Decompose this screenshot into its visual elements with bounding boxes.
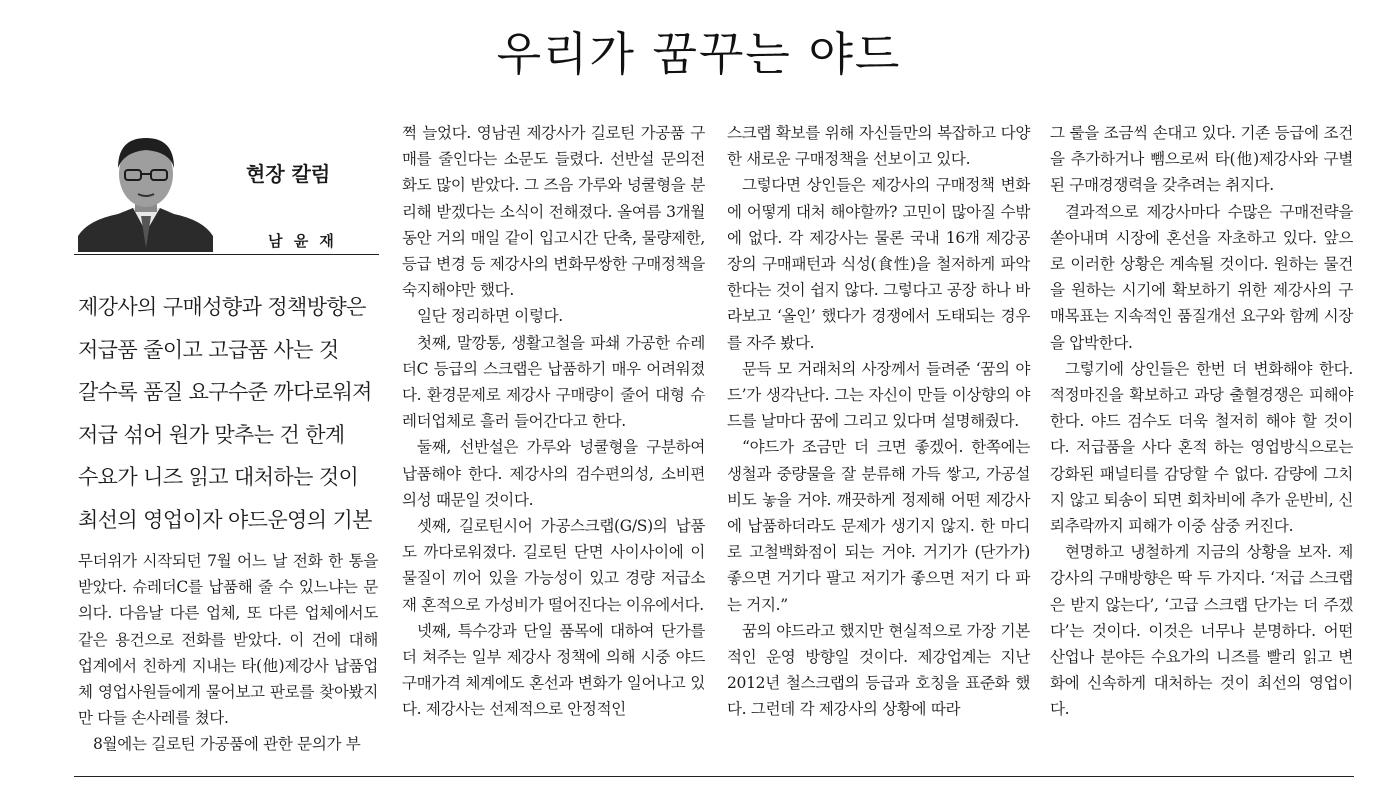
paragraph: 그렇기에 상인들은 한번 더 변화해야 한다. 적정마진을 확보하고 과당 출혈경쟁은 피해야 한다. 야드 검수도 더욱 철저히 해야 할 것이다. 저급품을 사다 혼적 하는 영업방식으로는 강화된 패널티를 감당할 수 없다. 감량에 그치지 않고 퇴송이 되면 회차비에 추가 운반비, 신뢰추락까지 피해가 이중 삼중 커진다. [1050,359,1353,536]
summary-line: 갈수록 품질 요구수준 까다로워져 [78,380,372,404]
divider [74,254,379,255]
paragraph: 쩍 늘었다. 영남권 제강사가 길로틴 가공품 구매를 줄인다는 소문도 들렸다. 선반설 문의전화도 많이 받았다. 그 즈음 가루와 넝쿨형을 분리해 받겠다는 소식이 전해졌다. 올여름 3개월 동안 거의 매일 같이 입고시간 단축, 물량제한, 등급 변경 등 제강사의 변화무쌍한 구매정책을 숙지해야만 했다. [402,124,705,300]
summary-line: 제강사의 구매성향과 정책방향은 [78,295,366,319]
paragraph: 8월에는 길로틴 가공품에 관한 문의가 부 [93,735,361,754]
paragraph: “야드가 조금만 더 크면 좋겠어. 한쪽에는 생철과 중량물을 잘 분류해 가득 쌓고, 가공설비도 놓을 거야. 깨끗하게 정제해 어떤 제강사에 납품하더라도 문제가 생기지 않지. 한 마디로 고철백화점이 되는 거야. 거기가 (단가가)좋으면 거기다 팔고 저기가 좋으면 저기 다 파는 거지.” [727,438,1030,614]
paragraph: 그 룰을 조금씩 손대고 있다. 기존 등급에 조건을 추가하거나 뺌으로써 타(他)제강사와 구별된 구매경쟁력을 갖추려는 취지다. [1050,124,1353,195]
paragraph: 현명하고 냉철하게 지금의 상황을 보자. 제강사의 구매방향은 딱 두 가지다. ‘저급 스크랩은 받지 않는다’, ‘고급 스크랩 단가는 더 주겠다’는 것이다. 이것은 너무나 분명하다. 어떤 산업나 분야든 수요가의 니즈를 빨리 읽고 변화에 신속하게 대처하는 것이 최선의 영업이다. [1050,543,1353,719]
column-label: 현장 칼럼 [246,162,331,186]
paragraph: 넷째, 특수강과 단일 품목에 대하여 단가를 더 쳐주는 일부 제강사 정책에 의해 시중 야드 구매가격 체계에도 혼선과 변화가 일어나고 있다. 제강사는 선제적으로 안정적인 [402,621,705,719]
paragraph: 스크랩 확보를 위해 자신들만의 복잡하고 다양한 새로운 구매정책을 선보이고 있다. [727,124,1030,169]
paragraph: 무더위가 시작되던 7월 어느 날 전화 한 통을 받았다. 슈레더C를 납품해 줄 수 있느냐는 문의다. 다음날 다른 업체, 또 다른 업체에서도 같은 용건으로 전화를 받았다. 이 건에 대해 업계에서 친하게 지내는 타(他)제강사 납품업체 영업사원들에게 물어보고 판로를 찾아봤지만 다들 손사레를 쳤다. [78,552,378,728]
paragraph: 그렇다면 상인들은 제강사의 구매정책 변화에 어떻게 대처 해야할까? 고민이 많아질 수밖에 없다. 각 제강사는 물론 국내 16개 제강공장의 구매패턴과 식성(食性)을 철저하게 파악한다는 것이 쉽지 않다. 그렇다고 공장 하나 바라보고 ‘올인’ 했다가 경쟁에서 도태되는 경우를 자주 봤다. [727,176,1030,352]
paragraph: 첫째, 말깡통, 생활고철을 파쇄 가공한 슈레더C 등급의 스크랩은 납품하기 매우 어려워졌다. 환경문제로 제강사 구매량이 줄어 대형 슈레더업체로 흘러 들어간다고 한다. [402,333,705,431]
paragraph: 셋째, 길로틴시어 가공스크랩(G/S)의 납품도 까다로워졌다. 길로틴 단면 사이사이에 이물질이 끼어 있을 가능성이 있고 경량 저급소재 혼적으로 가성비가 떨어진다는 이유에서다. [402,517,705,614]
paragraph: 문득 모 거래처의 사장께서 들려준 ‘꿈의 야드’가 생각난다. 그는 자신이 만들 이상향의 야드를 날마다 꿈에 그리고 있다며 설명해줬다. [727,359,1030,431]
paragraph: 일단 정리하면 이렇다. [417,307,563,326]
paragraph: 둘째, 선반설은 가루와 넝쿨형을 구분하여 납품해야 한다. 제강사의 검수편의성, 소비편의성 때문일 것이다. [402,438,705,509]
summary-line: 저급 섞어 원가 맞추는 건 한계 [78,422,345,447]
summary-box [78,286,383,541]
summary-line: 최선의 영업이자 야드운영의 기본 [78,507,372,532]
article-title: 우리가 꿈꾸는 야드 [496,27,902,81]
author-photo [78,128,213,252]
text-column-4 [1050,120,1353,723]
author-name: 남 윤 재 [268,232,337,250]
bottom-divider [74,776,1354,777]
summary-line: 저급품 줄이고 고급품 사는 것 [78,337,339,362]
text-column-1 [78,548,378,758]
summary-line: 수요가 니즈 읽고 대처하는 것이 [78,465,359,489]
text-column-2 [402,120,705,723]
text-column-3 [727,120,1030,723]
paragraph: 결과적으로 제강사마다 수많은 구매전략을 쏟아내며 시장에 혼선을 자초하고 있다. 앞으로 이러한 상황은 계속될 것이다. 원하는 물건을 원하는 시기에 확보하기 위한 제강사의 구매목표는 지속적인 품질개선 요구와 함께 시장을 압박한다. [1050,202,1353,352]
paragraph: 꿈의 야드라고 했지만 현실적으로 가장 기본적인 운영 방향일 것이다. 제강업계는 지난 2012년 철스크랩의 등급과 호칭을 표준화 했다. 그런데 각 제강사의 상황에 따라 [727,621,1030,719]
